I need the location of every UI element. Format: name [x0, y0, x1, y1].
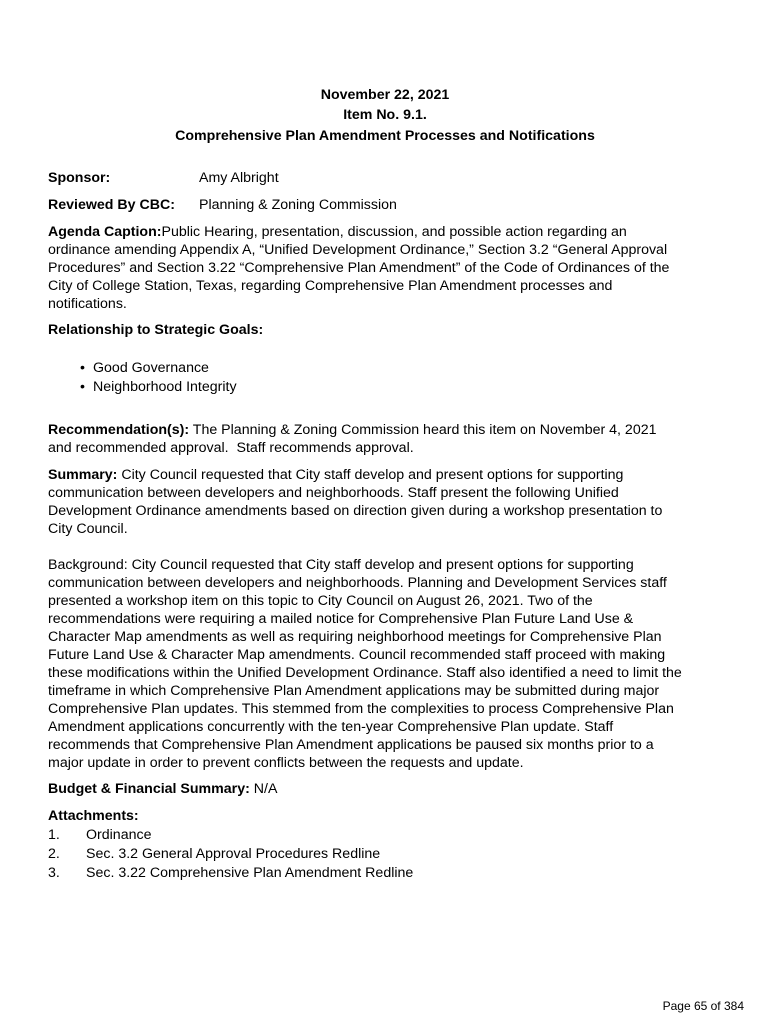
attachment-item [48, 864, 413, 882]
sponsor-row [48, 169, 279, 187]
background-line: Future Land Use & Character Map amendments. Council recommended staff proceed with making [48, 647, 666, 663]
meeting-date: November 22, 2021 [320, 87, 450, 103]
reviewed-row [48, 196, 397, 214]
summary-line: Development Ordinance amendments based on direction given during a workshop presentation to [48, 503, 663, 519]
agenda-line: Public Hearing, presentation, discussion, and possible action regarding an [161, 224, 627, 240]
budget-value: N/A [249, 781, 278, 797]
agenda-line: City of College Station, Texas, regarding Comprehensive Plan Amendment processes and [48, 278, 613, 294]
attachment-number: 3. [48, 865, 60, 881]
attachment-number: 1. [48, 827, 60, 843]
summary-line: communication between developers and neighborhoods. Staff present the following Unified [48, 485, 619, 501]
background-line: recommends that Comprehensive Plan Amendment applications be paused six months prior to a [48, 737, 654, 753]
background-line: recommendations were requiring a mailed notice for Comprehensive Plan Future Land Use & [48, 611, 634, 627]
attachment-title: Sec. 3.2 General Approval Procedures Redline [86, 846, 381, 862]
summary [48, 466, 728, 538]
agenda-line: notifications. [48, 296, 127, 312]
agenda-line: Procedures” and Section 3.22 “Comprehensive Plan Amendment” of the Code of Ordinances of the [48, 260, 670, 276]
goal-label: Neighborhood Integrity [93, 379, 237, 395]
background-line: timeframe in which Comprehensive Plan Amendment applications may be submitted during major [48, 683, 660, 699]
background-line: these modifications within the Unified Development Ordinance. Staff also identified a need to limit the [48, 665, 682, 681]
attachments-heading: Attachments: [48, 808, 139, 824]
recommendation-line: The Planning & Zoning Commission heard this item on November 4, 2021 [189, 422, 657, 438]
bullet-icon: • [80, 360, 85, 376]
attachment-title: Ordinance [86, 827, 152, 843]
goal-item [80, 378, 237, 396]
summary-line: City Council. [48, 521, 128, 537]
budget [48, 780, 728, 798]
summary-line: City Council requested that City staff develop and present options for supporting [117, 467, 624, 483]
sponsor-value: Amy Albright [199, 170, 279, 186]
sponsor-label: Sponsor: [48, 170, 111, 186]
page-number: Page 65 of 384 [662, 999, 744, 1013]
recommendation-label: Recommendation(s): [48, 422, 190, 438]
budget-label: Budget & Financial Summary: [48, 781, 250, 797]
background-line: Amendment applications concurrently with the ten-year Comprehensive Plan update. Staff [48, 719, 614, 735]
agenda-caption [48, 223, 728, 313]
background-line: communication between developers and neighborhoods. Planning and Development Services staff [48, 575, 667, 591]
bullet-icon: • [80, 379, 85, 395]
reviewed-value: Planning & Zoning Commission [199, 197, 397, 213]
attachment-item [48, 845, 380, 863]
reviewed-label: Reviewed By CBC: [48, 197, 175, 213]
attachment-item [48, 826, 151, 844]
goals-heading: Relationship to Strategic Goals: [48, 322, 264, 338]
agenda-label: Agenda Caption: [48, 224, 162, 240]
goal-label: Good Governance [93, 360, 209, 376]
background-line: presented a workshop item on this topic to City Council on August 26, 2021. Two of the [48, 593, 593, 609]
page-title: Comprehensive Plan Amendment Processes and Notifications [175, 128, 595, 144]
recommendation-line: and recommended approval. Staff recommends approval. [48, 440, 414, 456]
background [48, 556, 728, 772]
summary-label: Summary: [48, 467, 118, 483]
background-line: major update in order to prevent conflicts between the requests and update. [48, 755, 524, 771]
background-line: Background: City Council requested that City staff develop and present options for supporting [48, 557, 634, 573]
background-line: Character Map amendments as well as requiring neighborhood meetings for Comprehensive Plan [48, 629, 662, 645]
attachment-title: Sec. 3.22 Comprehensive Plan Amendment Redline [86, 865, 414, 881]
item-number: Item No. 9.1. [343, 107, 427, 123]
recommendation [48, 421, 728, 457]
attachment-number: 2. [48, 846, 60, 862]
background-line: Comprehensive Plan updates. This stemmed from the complexities to process Comprehensive Plan [48, 701, 674, 717]
agenda-line: ordinance amending Appendix A, “Unified Development Ordinance,” Section 3.2 “General Approval [48, 242, 668, 258]
goal-item [80, 359, 209, 377]
